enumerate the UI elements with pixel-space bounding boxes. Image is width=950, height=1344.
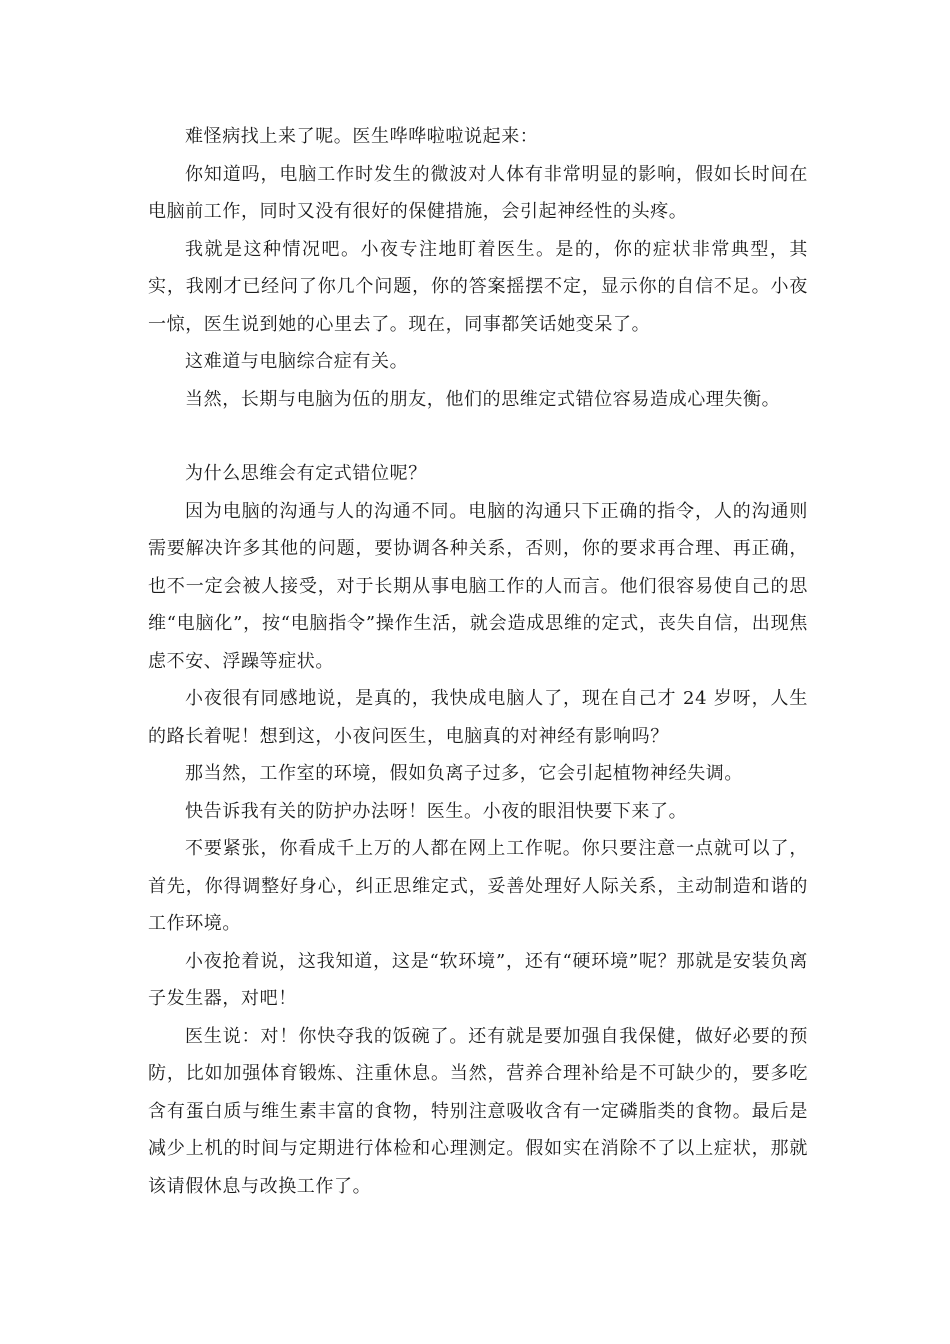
paragraph: 小夜很有同感地说，是真的，我快成电脑人了，现在自己才 24 岁呀，人生的路长着呢！想到这，小夜问医生，电脑真的对神经有影响吗？ <box>148 688 808 747</box>
paragraph: 快告诉我有关的防护办法呀！医生。小夜的眼泪快要下来了。 <box>185 800 688 822</box>
paragraph: 你知道吗，电脑工作时发生的微波对人体有非常明显的影响，假如长时间在电脑前工作，同时又没有很好的保健措施，会引起神经性的头疼。 <box>148 163 808 222</box>
paragraph: 医生说：对！你快夺我的饭碗了。还有就是要加强自我保健，做好必要的预防，比如加强体育锻炼、注重休息。当然，营养合理补给是不可缺少的，要多吃含有蛋白质与维生素丰富的食物，特别注意吸收含有一定磷脂类的食物。最后是减少上机的时间与定期进行体检和心理测定。假如实在消除不了以上症状，那就该请假休息与改换工作了。 <box>148 1025 808 1197</box>
paragraph: 那当然，工作室的环境，假如负离子过多，它会引起植物神经失调。 <box>185 763 743 784</box>
paragraph: 小夜抢着说，这我知道，这是“软环境”，还有“硬环境”呢？那就是安装负离子发生器，对吧！ <box>148 950 808 1009</box>
paragraph: 难怪病找上来了呢。医生哗哗啦啦说起来： <box>185 126 539 147</box>
paragraph-gap <box>148 418 808 455</box>
paragraph: 因为电脑的沟通与人的沟通不同。电脑的沟通只下正确的指令，人的沟通则需要解决许多其他的问题，要协调各种关系，否则，你的要求再合理、再正确，也不一定会被人接受，对于长期从事电脑工作的人而言。他们很容易使自己的思维“电脑化”，按“电脑指令”操作生活，就会造成思维的定式，丧失自信，出现焦虑不安、浮躁等症状。 <box>148 500 808 672</box>
paragraph: 为什么思维会有定式错位呢？ <box>185 463 427 484</box>
document-body <box>148 118 808 1205</box>
paragraph: 当然，长期与电脑为伍的朋友，他们的思维定式错位容易造成心理失衡。 <box>185 388 781 410</box>
paragraph: 我就是这种情况吧。小夜专注地盯着医生。是的，你的症状非常典型，其实，我刚才已经问了你几个问题，你的答案摇摆不定，显示你的自信不足。小夜一惊，医生说到她的心里去了。现在，同事都笑话她变呆了。 <box>148 238 808 335</box>
paragraph: 这难道与电脑综合症有关。 <box>185 351 409 372</box>
paragraph: 不要紧张，你看成千上万的人都在网上工作呢。你只要注意一点就可以了，首先，你得调整好身心，纠正思维定式，妥善处理好人际关系，主动制造和谐的工作环境。 <box>148 838 808 934</box>
